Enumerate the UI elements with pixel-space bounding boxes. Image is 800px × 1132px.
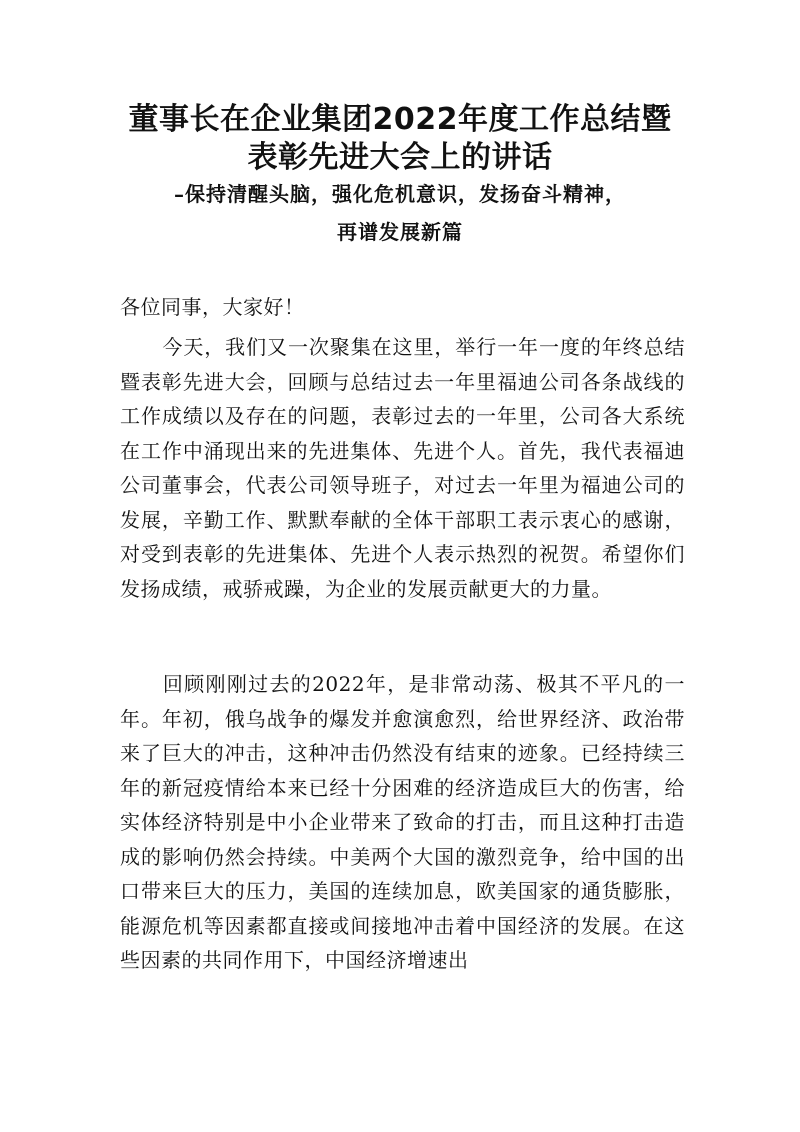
- paragraph-1: [120, 330, 685, 606]
- document-subtitle-line2: 再谱发展新篇: [337, 220, 463, 244]
- paragraph-1-text: 今天，我们又一次聚集在这里，举行一年一度的年终总结暨表彰先进大会，回顾与总结过去一年里福迪公司各条战线的工作成绩以及存在的问题，表彰过去的一年里，公司各大系统在工作中涌现出来的先进集体、先进个人。首先，我代表福迪公司董事会，代表公司领导班子，对过去一年里为福迪公司的发展，辛勤工作、默默奉献的全体干部职工表示衷心的感谢，对受到表彰的先进集体、先进个人表示热烈的祝贺。希望你们发扬成绩，戒骄戒躁，为企业的发展贡献更大的力量。: [120, 335, 685, 601]
- paragraph-2-text: 回顾刚刚过去的2022年，是非常动荡、极其不平凡的一年。年初，俄乌战争的爆发并愈演愈烈，给世界经济、政治带来了巨大的冲击，这种冲击仍然没有结束的迹象。已经持续三年的新冠疫情给本来已经十分困难的经济造成巨大的伤害，给实体经济特别是中小企业带来了致命的打击，而且这种打击造成的影响仍然会持续。中美两个大国的激烈竞争，给中国的出口带来巨大的压力，美国的连续加息，欧美国家的通货膨胀，能源危机等因素都直接或间接地冲击着中国经济的发展。在这些因素的共同作用下，中国经济增速出: [120, 672, 685, 972]
- document-subtitle-line1: –保持清醒头脑，强化危机意识，发扬奋斗精神，: [174, 182, 626, 206]
- document-title-line1: 董事长在企业集团2022年度工作总结暨: [128, 102, 672, 137]
- greeting: 各位同事，大家好！: [120, 295, 305, 319]
- paragraph-2: [120, 667, 685, 978]
- document-title-line2: 表彰先进大会上的讲话: [247, 140, 553, 175]
